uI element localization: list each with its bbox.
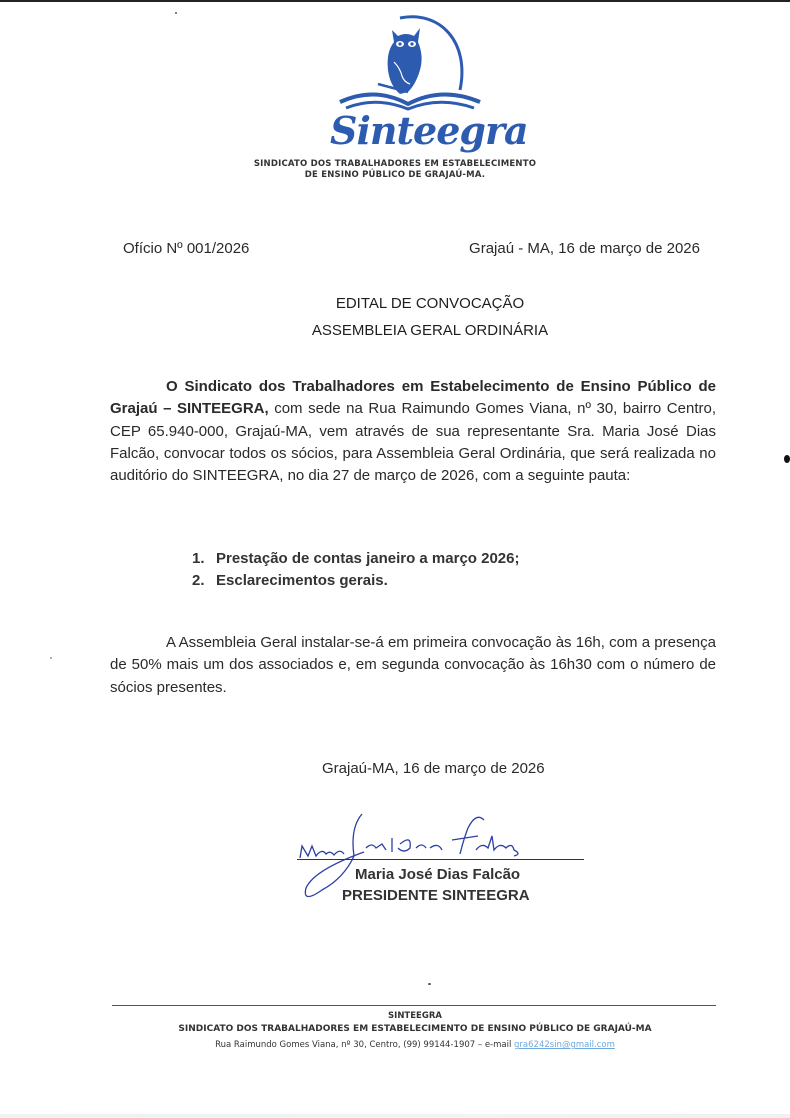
logo-wordmark: Sinteegra xyxy=(330,108,528,153)
letterhead-org-line-1: SINDICATO DOS TRABALHADORES EM ESTABELECIMENTO xyxy=(253,159,537,169)
footer-address: Rua Raimundo Gomes Viana, nº 30, Centro, (99) 99144-1907 – e-mail xyxy=(215,1040,515,1050)
installation-paragraph: A Assembleia Geral instalar-se-á em primeira convocação às 16h, com a presença de 50% mais um dos associados e, em segunda convocação às 16h30 com o número de sócios presentes. xyxy=(110,634,716,696)
signature-line xyxy=(297,859,584,860)
convocation-text: com sede na Rua Raimundo Gomes Viana, nº 30, bairro Centro, CEP 65.940-000, Grajaú-MA, vem através de sua representante Sra. Maria José Dias Falcão, convocar todos os sócios, para Assembleia Geral Ordinária, que será realizada no auditório do SINTEEGRA, no dia 27 de março de 2026, com a seguinte pauta: xyxy=(110,400,716,485)
scan-speck xyxy=(428,983,431,985)
agenda-item: 1. Prestação de contas janeiro a março 2026; xyxy=(192,550,520,567)
scan-speck xyxy=(784,455,790,463)
footer-divider xyxy=(112,1005,716,1006)
scan-speck xyxy=(50,657,52,659)
signer-name: Maria José Dias Falcão xyxy=(355,866,521,883)
scan-bottom-edge xyxy=(0,1114,790,1118)
header-place-date: Grajaú - MA, 16 de março de 2026 xyxy=(469,240,700,257)
signer-role: PRESIDENTE SINTEEGRA xyxy=(342,887,530,904)
oficio-number: Ofício Nº 001/2026 xyxy=(123,240,250,257)
letterhead-org-line-2: DE ENSINO PÚBLICO DE GRAJAÚ-MA. xyxy=(304,170,486,180)
document-subtitle: ASSEMBLEIA GERAL ORDINÁRIA xyxy=(311,322,549,339)
union-name-bold: O Sindicato dos Trabalhadores em Estabelecimento de Ensino Público de Grajaú – SINTEEGRA, xyxy=(110,378,716,418)
closing-place-date: Grajaú-MA, 16 de março de 2026 xyxy=(322,760,545,777)
footer-contact xyxy=(0,1040,790,1050)
footer-org-short: SINTEEGRA xyxy=(388,1011,442,1021)
document-title: EDITAL DE CONVOCAÇÃO xyxy=(335,295,525,312)
footer-email-link[interactable]: gra6242sin@gmail.com xyxy=(514,1040,615,1050)
agenda-list xyxy=(192,548,519,592)
footer-org-full: SINDICATO DOS TRABALHADORES EM ESTABELECIMENTO DE ENSINO PÚBLICO DE GRAJAÚ-MA xyxy=(178,1024,652,1034)
convocation-paragraph xyxy=(110,376,716,487)
scan-top-border xyxy=(0,0,790,2)
sinteegra-logo xyxy=(330,12,528,153)
scan-speck xyxy=(175,12,177,14)
agenda-item: 2. Esclarecimentos gerais. xyxy=(192,572,388,589)
owl-book-icon xyxy=(330,12,490,112)
